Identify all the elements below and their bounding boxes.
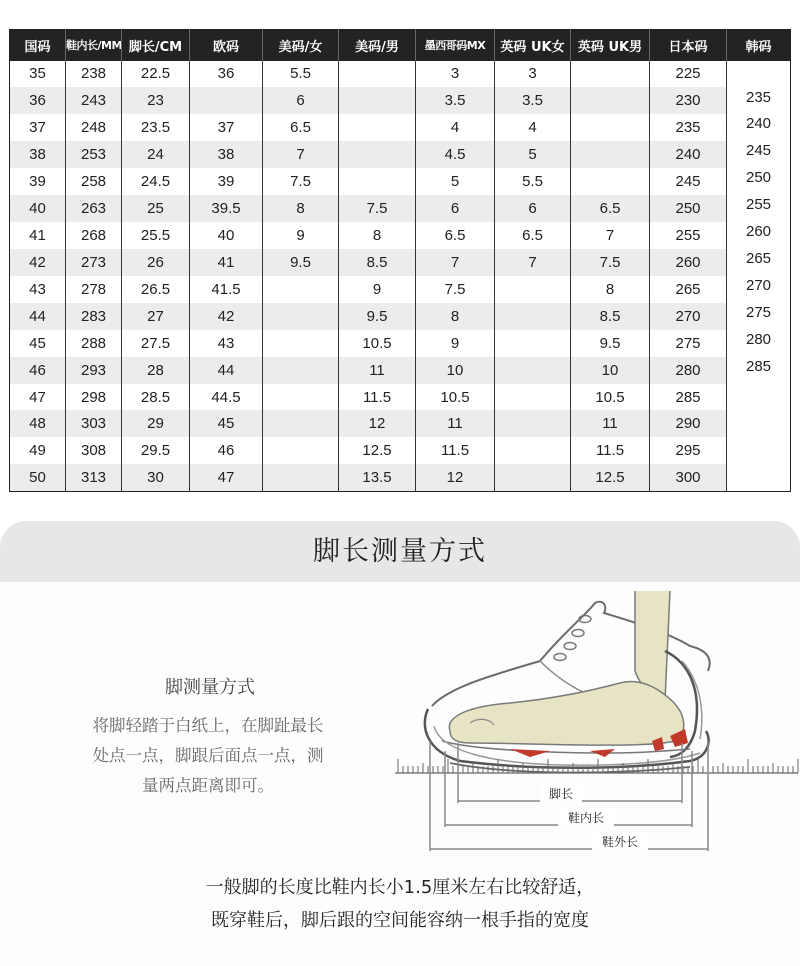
header-jp-size: 日本码: [650, 30, 727, 61]
table-cell: 28: [122, 357, 190, 384]
korean-size-value: 265: [745, 249, 772, 267]
table-cell: 275: [650, 330, 727, 357]
table-row: [10, 168, 791, 195]
table-cell: 44: [10, 303, 66, 330]
table-cell: 41: [190, 249, 263, 276]
table-cell: [495, 330, 571, 357]
table-cell: [495, 276, 571, 303]
table-cell: [263, 464, 339, 491]
table-cell: 38: [190, 141, 263, 168]
header-uk-men: 英码 UK男: [571, 30, 650, 61]
table-cell: 278: [66, 276, 122, 303]
table-cell: 30: [122, 464, 190, 491]
table-cell: 9.5: [571, 330, 650, 357]
table-cell: 29.5: [122, 437, 190, 464]
table-row: [10, 437, 791, 464]
korean-size-column: [727, 61, 791, 492]
table-cell: 295: [650, 437, 727, 464]
table-cell: 6: [416, 195, 495, 222]
table-cell: 5.5: [495, 168, 571, 195]
table-cell: 12.5: [339, 437, 416, 464]
method-desc-line: 量两点距离即可。: [142, 776, 274, 795]
table-row: [10, 357, 791, 384]
table-row: [10, 61, 791, 88]
table-cell: [190, 87, 263, 114]
table-cell: [339, 114, 416, 141]
table-cell: 49: [10, 437, 66, 464]
table-cell: 4.5: [416, 141, 495, 168]
table-cell: 11: [416, 410, 495, 437]
table-cell: 28.5: [122, 384, 190, 411]
table-cell: 235: [650, 114, 727, 141]
method-title: 脚测量方式: [165, 677, 255, 698]
table-cell: 47: [10, 384, 66, 411]
korean-size-value: 285: [745, 357, 772, 375]
table-cell: [263, 276, 339, 303]
table-cell: [495, 464, 571, 491]
table-cell: 39.5: [190, 195, 263, 222]
size-chart-table: [9, 29, 791, 492]
table-cell: 46: [10, 357, 66, 384]
table-cell: 7.5: [263, 168, 339, 195]
table-cell: 48: [10, 410, 66, 437]
table-cell: 7.5: [339, 195, 416, 222]
table-body: [10, 61, 791, 492]
table-cell: 37: [190, 114, 263, 141]
table-cell: 10.5: [571, 384, 650, 411]
table-cell: 6.5: [416, 222, 495, 249]
table-cell: 9.5: [339, 303, 416, 330]
method-desc-line: 处点一点，脚跟后面点一点，测: [92, 746, 324, 765]
table-cell: 240: [650, 141, 727, 168]
header-eu-size: 欧码: [190, 30, 263, 61]
table-row: [10, 222, 791, 249]
table-cell: 10: [416, 357, 495, 384]
table-cell: [263, 384, 339, 411]
table-cell: 12: [339, 410, 416, 437]
table-cell: 36: [10, 87, 66, 114]
table-cell: 13.5: [339, 464, 416, 491]
method-description: [68, 711, 348, 801]
table-cell: 268: [66, 222, 122, 249]
table-cell: 10.5: [416, 384, 495, 411]
table-cell: [339, 61, 416, 88]
table-cell: 44.5: [190, 384, 263, 411]
table-cell: 293: [66, 357, 122, 384]
table-cell: [571, 114, 650, 141]
table-cell: 7: [263, 141, 339, 168]
table-cell: 6.5: [495, 222, 571, 249]
table-cell: 44: [190, 357, 263, 384]
table-cell: [263, 410, 339, 437]
foot-length-label: 脚长: [548, 787, 574, 801]
table-cell: 43: [190, 330, 263, 357]
korean-size-value: 280: [745, 330, 772, 348]
table-row: [10, 303, 791, 330]
table-cell: 255: [650, 222, 727, 249]
table-cell: 11.5: [339, 384, 416, 411]
korean-size-value: 240: [745, 115, 772, 133]
table-cell: 260: [650, 249, 727, 276]
table-cell: 47: [190, 464, 263, 491]
korean-size-value: 270: [745, 276, 772, 294]
table-cell: [339, 168, 416, 195]
comfort-note-line: 既穿鞋后，脚后跟的空间能容纳一根手指的宽度: [211, 910, 589, 931]
table-cell: 41.5: [190, 276, 263, 303]
table-cell: 283: [66, 303, 122, 330]
table-cell: 12.5: [571, 464, 650, 491]
table-cell: 24.5: [122, 168, 190, 195]
table-row: [10, 87, 791, 114]
measurement-panel: [0, 521, 800, 966]
table-row: [10, 249, 791, 276]
table-row: [10, 464, 791, 491]
korean-size-value: 255: [745, 196, 772, 214]
table-cell: 9.5: [263, 249, 339, 276]
table-cell: 4: [495, 114, 571, 141]
table-cell: 11.5: [571, 437, 650, 464]
table-cell: 27: [122, 303, 190, 330]
table-cell: [339, 87, 416, 114]
table-cell: 39: [190, 168, 263, 195]
table-cell: [495, 357, 571, 384]
table-cell: 3: [495, 61, 571, 88]
table-cell: 243: [66, 87, 122, 114]
table-cell: 41: [10, 222, 66, 249]
table-cell: [495, 303, 571, 330]
foot-in-shoe-illustration: [390, 591, 800, 866]
table-cell: 6: [495, 195, 571, 222]
korean-size-value: 250: [745, 169, 772, 187]
inner-length-label: 鞋内长: [567, 811, 605, 825]
table-cell: 24: [122, 141, 190, 168]
table-cell: 23: [122, 87, 190, 114]
table-cell: 11: [339, 357, 416, 384]
table-cell: [263, 437, 339, 464]
header-us-men: 美码/男: [339, 30, 416, 61]
header-mx-size: 墨西哥码MX: [416, 30, 495, 61]
table-cell: 270: [650, 303, 727, 330]
header-uk-women: 英码 UK女: [495, 30, 571, 61]
table-cell: 10.5: [339, 330, 416, 357]
table-row: [10, 276, 791, 303]
table-cell: [263, 303, 339, 330]
table-cell: 3.5: [416, 87, 495, 114]
header-kr-size: 韩码: [727, 30, 791, 61]
table-cell: 26: [122, 249, 190, 276]
method-desc-line: 将脚轻踏于白纸上，在脚趾最长: [92, 716, 324, 735]
table-cell: 6.5: [263, 114, 339, 141]
table-cell: 7.5: [571, 249, 650, 276]
table-cell: 9: [339, 276, 416, 303]
table-cell: 285: [650, 384, 727, 411]
table-cell: 7: [495, 249, 571, 276]
table-cell: 7: [416, 249, 495, 276]
table-cell: 36: [190, 61, 263, 88]
table-cell: 45: [10, 330, 66, 357]
table-cell: 8: [339, 222, 416, 249]
table-cell: 35: [10, 61, 66, 88]
table-cell: [571, 141, 650, 168]
table-row: [10, 141, 791, 168]
table-cell: 11: [571, 410, 650, 437]
table-cell: [263, 357, 339, 384]
table-cell: [571, 87, 650, 114]
table-cell: 273: [66, 249, 122, 276]
table-cell: [263, 330, 339, 357]
table-cell: 42: [10, 249, 66, 276]
table-cell: 303: [66, 410, 122, 437]
table-cell: 230: [650, 87, 727, 114]
table-cell: 258: [66, 168, 122, 195]
table-cell: 9: [263, 222, 339, 249]
table-cell: 265: [650, 276, 727, 303]
table-cell: 8: [416, 303, 495, 330]
table-row: [10, 114, 791, 141]
table-cell: 27.5: [122, 330, 190, 357]
header-foot-length: 脚长/CM: [122, 30, 190, 61]
header-us-women: 美码/女: [263, 30, 339, 61]
header-cn-size: 国码: [10, 30, 66, 61]
table-cell: 313: [66, 464, 122, 491]
table-cell: 8.5: [339, 249, 416, 276]
korean-size-value: 260: [745, 223, 772, 240]
korean-size-value: 235: [745, 88, 772, 106]
table-cell: 6.5: [571, 195, 650, 222]
table-cell: 25: [122, 195, 190, 222]
table-cell: [571, 61, 650, 88]
table-cell: 3: [416, 61, 495, 88]
table-cell: 3.5: [495, 87, 571, 114]
table-header-row: [10, 30, 791, 61]
table-cell: 263: [66, 195, 122, 222]
outer-length-label: 鞋外长: [601, 835, 639, 849]
header-inner-length: 鞋内长/MM: [66, 30, 122, 61]
table-cell: [339, 141, 416, 168]
table-cell: 8: [263, 195, 339, 222]
table-cell: 8: [571, 276, 650, 303]
table-cell: [495, 410, 571, 437]
table-cell: 40: [190, 222, 263, 249]
table-cell: 4: [416, 114, 495, 141]
table-cell: 8.5: [571, 303, 650, 330]
table-cell: 300: [650, 464, 727, 491]
table-cell: 45: [190, 410, 263, 437]
table-cell: 6: [263, 87, 339, 114]
table-cell: 26.5: [122, 276, 190, 303]
table-row: [10, 330, 791, 357]
table-cell: 280: [650, 357, 727, 384]
table-cell: 7: [571, 222, 650, 249]
table-cell: [571, 168, 650, 195]
korean-size-value: 245: [745, 142, 772, 160]
table-cell: 9: [416, 330, 495, 357]
table-cell: 225: [650, 61, 727, 88]
table-cell: [495, 384, 571, 411]
table-cell: 43: [10, 276, 66, 303]
table-cell: 38: [10, 141, 66, 168]
table-cell: 298: [66, 384, 122, 411]
comfort-note: [0, 871, 800, 937]
table-cell: 23.5: [122, 114, 190, 141]
table-cell: 25.5: [122, 222, 190, 249]
table-cell: 22.5: [122, 61, 190, 88]
table-cell: 290: [650, 410, 727, 437]
table-cell: 42: [190, 303, 263, 330]
table-row: [10, 384, 791, 411]
table-cell: 250: [650, 195, 727, 222]
table-cell: 5: [416, 168, 495, 195]
table-cell: 39: [10, 168, 66, 195]
table-cell: 11.5: [416, 437, 495, 464]
table-cell: 253: [66, 141, 122, 168]
table-cell: 10: [571, 357, 650, 384]
table-cell: 308: [66, 437, 122, 464]
table-cell: 29: [122, 410, 190, 437]
panel-heading: 脚长测量方式: [0, 521, 800, 582]
table-cell: 5.5: [263, 61, 339, 88]
table-cell: 37: [10, 114, 66, 141]
comfort-note-line: 一般脚的长度比鞋内长小1.5厘米左右比较舒适，: [205, 877, 595, 898]
table-cell: 288: [66, 330, 122, 357]
table-cell: 7.5: [416, 276, 495, 303]
table-cell: 245: [650, 168, 727, 195]
table-cell: [495, 437, 571, 464]
table-cell: 46: [190, 437, 263, 464]
table-cell: 248: [66, 114, 122, 141]
table-row: [10, 195, 791, 222]
table-row: [10, 410, 791, 437]
korean-size-value: 275: [745, 303, 772, 321]
table-cell: 50: [10, 464, 66, 491]
table-cell: 238: [66, 61, 122, 88]
table-cell: 12: [416, 464, 495, 491]
table-cell: 40: [10, 195, 66, 222]
table-cell: 5: [495, 141, 571, 168]
